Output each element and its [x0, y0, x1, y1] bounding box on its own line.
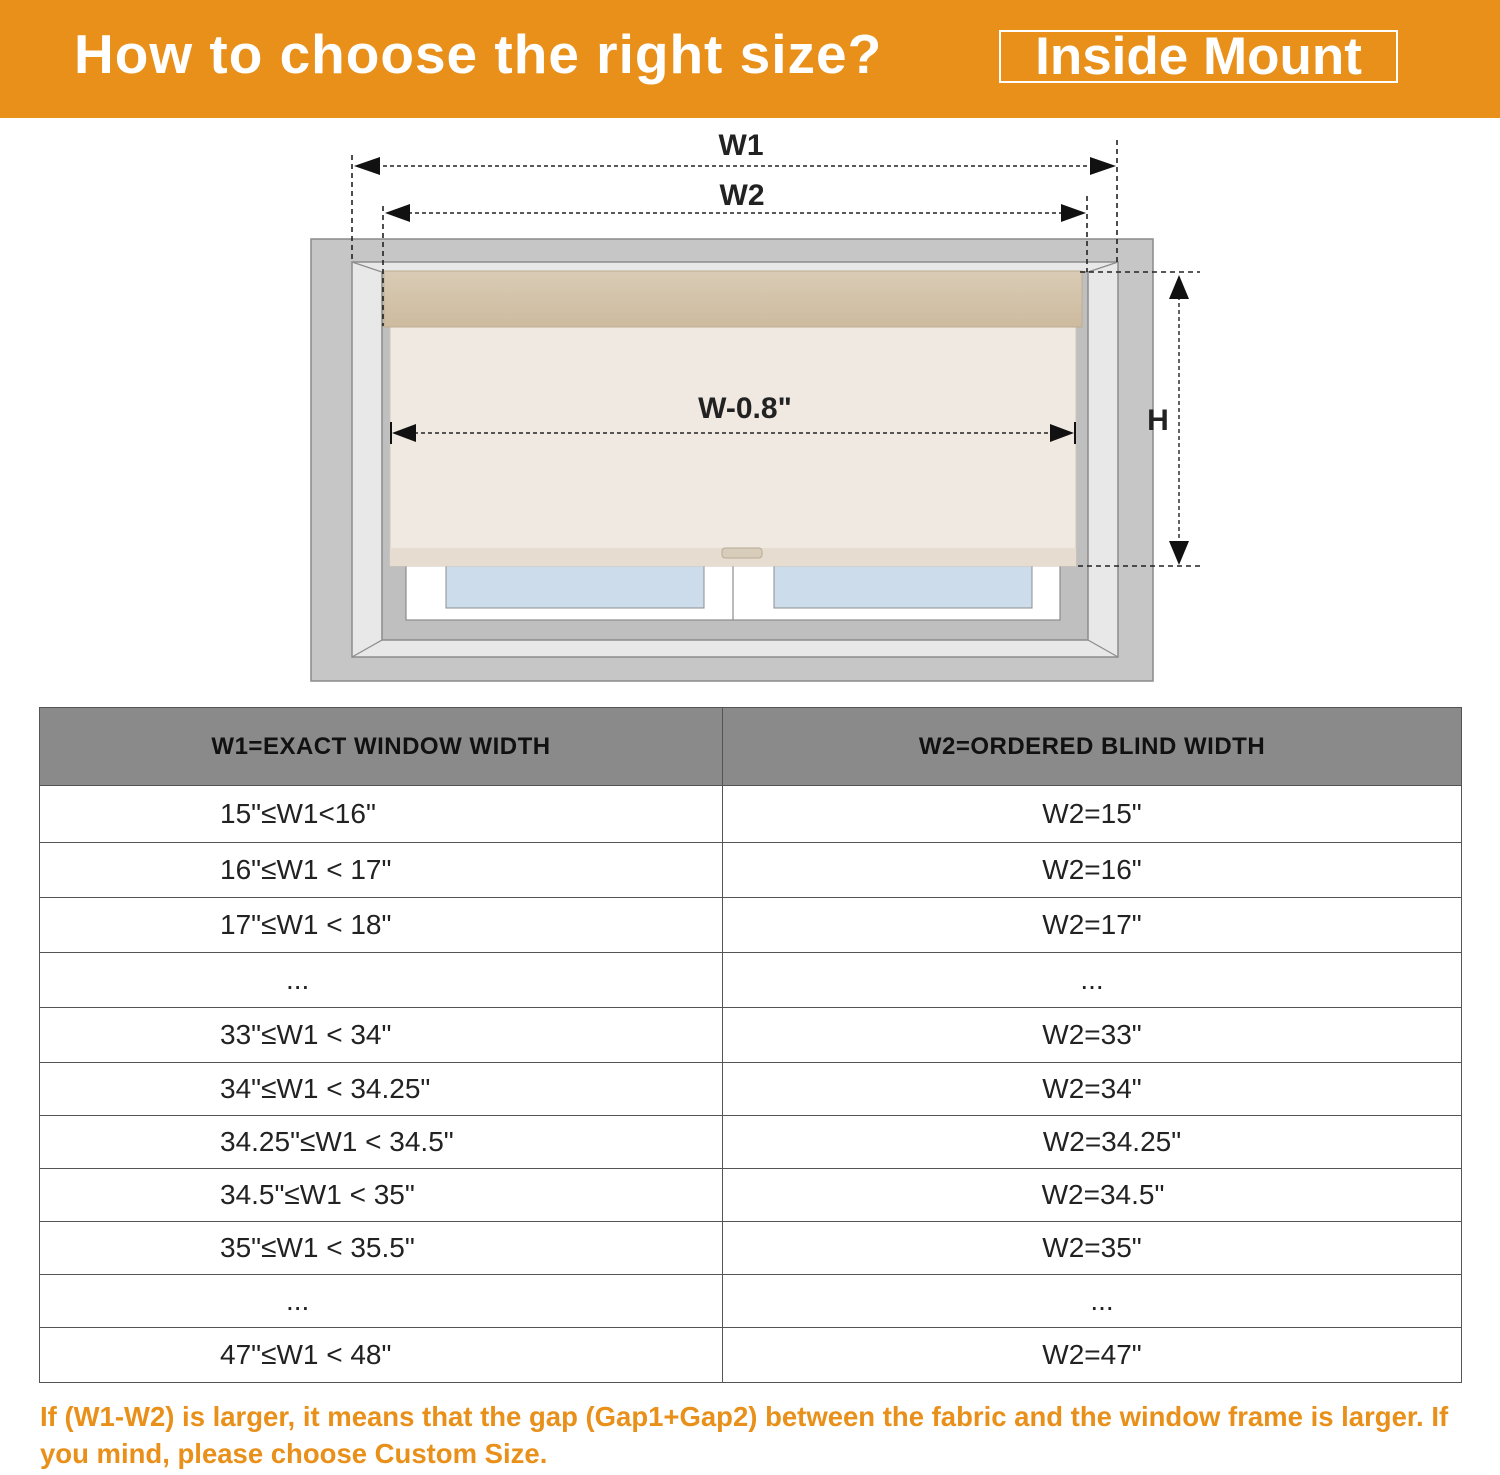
table-row: [40, 1328, 1462, 1383]
blind-width-value: W2=35": [723, 1222, 1462, 1275]
table-row: [40, 1169, 1462, 1222]
table-row: [40, 843, 1462, 898]
window-width-range: 47"≤W1 < 48": [40, 1328, 723, 1383]
blind-width-value: W2=16": [723, 843, 1462, 898]
window-width-range: ...: [40, 953, 723, 1008]
table-row: [40, 1116, 1462, 1169]
table-row: [40, 1063, 1462, 1116]
h-label: H: [1147, 404, 1169, 437]
window-width-range: ...: [40, 1275, 723, 1328]
column-header-ordered-width: W2=ORDERED BLIND WIDTH: [723, 708, 1462, 786]
blind-width-value: W2=47": [723, 1328, 1462, 1383]
header-banner: [0, 0, 1500, 118]
blind-width-value: W2=33": [723, 1008, 1462, 1063]
window-glass-right: [774, 562, 1032, 608]
window-width-range: 34.5"≤W1 < 35": [40, 1169, 723, 1222]
fabric-width-label: W-0.8": [698, 392, 792, 425]
mount-type-badge: Inside Mount: [999, 30, 1398, 83]
w2-arrow-right: [1061, 204, 1086, 222]
table-row: [40, 1008, 1462, 1063]
window-width-range: 16"≤W1 < 17": [40, 843, 723, 898]
column-header-exact-width: W1=EXACT WINDOW WIDTH: [40, 708, 723, 786]
window-width-range: 15"≤W1<16": [40, 786, 723, 843]
custom-size-note: If (W1-W2) is larger, it means that the gap (Gap1+Gap2) between the fabric and the window frame is larger. If you mind, please choose Custom Size.: [40, 1401, 1449, 1469]
size-chart-table: [39, 707, 1462, 1383]
table-row: [40, 1275, 1462, 1328]
w1-arrow-right: [1090, 157, 1116, 175]
h-arrow-top: [1169, 275, 1189, 299]
blind-width-value: W2=34": [723, 1063, 1462, 1116]
window-measurement-diagram: [0, 118, 1500, 698]
blind-headrail: [384, 271, 1082, 327]
blind-width-value: W2=15": [723, 786, 1462, 843]
table-header-row: [40, 708, 1462, 786]
blind-width-value: ...: [723, 1275, 1462, 1328]
blind-width-value: W2=17": [723, 898, 1462, 953]
window-width-range: 34.25"≤W1 < 34.5": [40, 1116, 723, 1169]
blind-width-value: ...: [723, 953, 1462, 1008]
window-width-range: 33"≤W1 < 34": [40, 1008, 723, 1063]
blind-fabric: [390, 326, 1076, 566]
table-row: [40, 953, 1462, 1008]
table-row: [40, 786, 1462, 843]
blind-width-value: W2=34.5": [723, 1169, 1462, 1222]
window-width-range: 34"≤W1 < 34.25": [40, 1063, 723, 1116]
w1-label: W1: [718, 129, 764, 162]
window-glass-left: [446, 562, 704, 608]
page-title: How to choose the right size?: [74, 23, 883, 85]
h-arrow-bottom: [1169, 541, 1189, 565]
table-row: [40, 1222, 1462, 1275]
blind-width-value: W2=34.25": [723, 1116, 1462, 1169]
w2-label: W2: [719, 179, 765, 212]
w1-arrow-left: [354, 157, 380, 175]
window-width-range: 35"≤W1 < 35.5": [40, 1222, 723, 1275]
table-row: [40, 898, 1462, 953]
window-width-range: 17"≤W1 < 18": [40, 898, 723, 953]
blind-pull-tab: [722, 548, 762, 558]
w2-arrow-left: [385, 204, 410, 222]
